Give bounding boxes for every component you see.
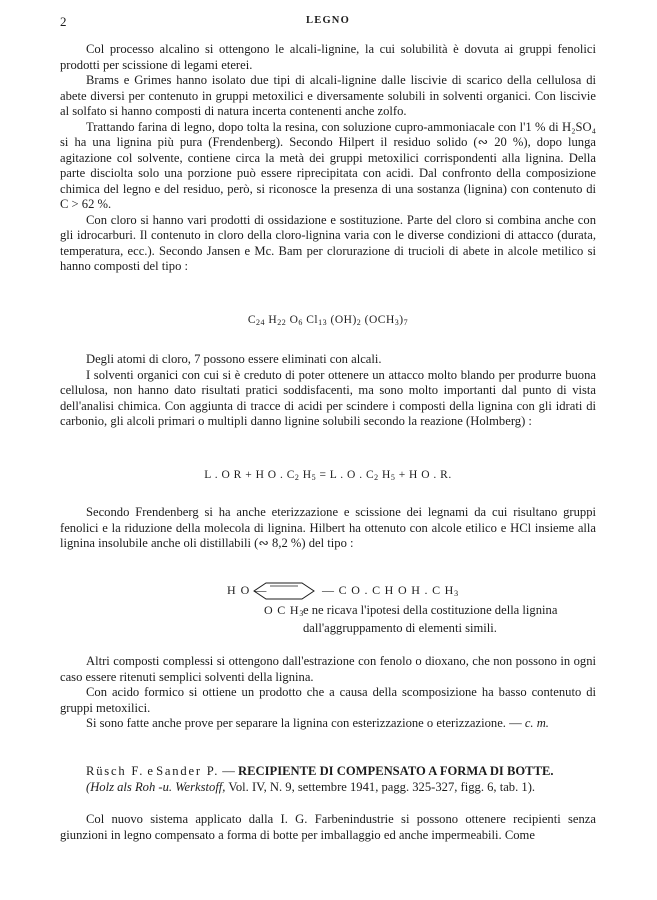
benzene-ring-icon — [248, 580, 320, 602]
text-block-bottom — [60, 654, 596, 732]
structure-side-chain: — C O . C H O H . C $H_3$ — [322, 583, 459, 598]
text-block-top — [60, 42, 596, 275]
citation-heading: Rüsch F. e Sander P. — RECIPIENTE DI COMPENSATO A FORMA DI BOTTE. — [86, 764, 554, 778]
text-block-frendenberg — [60, 505, 596, 552]
citation-author-2: Sander P. — [156, 764, 220, 778]
paragraph-esterizzazione: Si sono fatte anche prove per separare la lignina con esterizzazione o eterizzazione. — c. m. — [86, 716, 549, 730]
structure-note-line-1: e ne ricava l'ipotesi della costituzione della lignina — [303, 603, 558, 617]
text-block-article — [60, 812, 596, 843]
paragraph-altri-composti: Altri composti complessi si ottengono dall'estrazione con fenolo o dioxano, che non possono in ogni caso essere ritenuti semplici solventi della lignina. — [60, 654, 596, 684]
paragraph-solventi-organici: I solventi organici con cui si è creduto di poter ottenere un attacco molto blando per produrre buona cellulosa, non hanno dato risultati pratici soddisfacenti, ma sono molto importanti dal punto di vista dell'analisi chimica. Con aggiunta di tracce di acidi per scindere i composti della lignina con gli idrati di carbonio, gli alcoli primari o multipli danno lignine solubili secondo la reazione (Holmberg) : — [60, 367, 596, 428]
structural-formula — [60, 583, 596, 643]
paragraph-cloro: Con cloro si hanno vari prodotti di ossidazione e sostituzione. Parte del cloro si combina anche con gli idrocarburi. Il contenuto in cloro della cloro-lignina varia con le diverse condizioni di attacco (durata, temperatura, ecc.). Secondo Jansen e Mc. Bam per clorurazione di trucioli di abete in alcole metilico si hanno composti del tipo : — [60, 212, 596, 273]
paragraph-article-body: Col nuovo sistema applicato dalla I. G. Farbenindustrie si possono ottenere recipienti senza giunzioni in legno compensato a forma di botte per imballaggio ed anche impermeabili. Come — [60, 812, 596, 842]
running-header — [60, 14, 596, 30]
page-number: 2 — [60, 14, 67, 29]
structure-methoxy-group: O C $H_3$ — [264, 603, 305, 618]
author-initials: c. m. — [524, 716, 549, 730]
structure-ho-group: H O — — [227, 583, 268, 597]
journal-name: (Holz als Roh -u. Werkstoff, — [86, 779, 226, 794]
paragraph-acido-formico: Con acido formico si ottiene un prodotto che a causa della scomposizione ha basso contenuto di gruppi metoxilici. — [60, 685, 596, 715]
paragraph-frendenberg: Secondo Frendenberg si ha anche eterizzazione e scissione dei legnami da cui risultano gruppi fenolici e la riduzione della molecola di lignina. Hilbert ha ottenuto con alcole etilico e HCl insieme alla lignina insolubile anche oli distillabili (∾ 8,2 %) del tipo : — [60, 505, 596, 550]
citation-source: (Holz als Roh -u. Werkstoff, Vol. IV, N. 9, settembre 1941, pagg. 325-327, figg. 6, tab. 1). — [86, 779, 536, 794]
paragraph-cupro-ammoniacale: Trattando farina di legno, dopo tolta la resina, con soluzione cupro-ammoniacale con l'1 % di H₂SO₄ si ha una lignina più pura (Frendenberg). Secondo Hilpert il residuo solido (∾ 20 %), dopo lunga agitazione col solvente, contiene circa la metà dei gruppi metoxilici corrispondenti alla lignina. Della parte disciolta solo una porzione può essere riprecipitata con acidi. Dal confronto della composizione chimica del legno e del residuo, però, si riconosce la presenza di una sostanza (lignina) con contenuto di C > 62 %. — [60, 119, 596, 211]
citation-block — [60, 764, 596, 795]
text-block-middle — [60, 352, 596, 430]
citation-author-1: Rüsch F. — [86, 764, 145, 778]
paragraph-alcali: Col processo alcalino si ottengono le alcali-lignine, la cui solubilità è dovuta ai gruppi fenolici prodotti per scissione di legami eterei. — [60, 42, 596, 72]
paragraph-brams-grimes: Brams e Grimes hanno isolato due tipi di alcali-lignine dalle liscivie di scarico della cellulosa di abete diversi per contenuto in gruppi metoxilici e diversamente solubili in solventi organici. Con liscivie al solfato si hanno composti di natura incerta contenenti anche zolfo. — [60, 73, 596, 118]
paragraph-atomi-cloro: Degli atomi di cloro, 7 possono essere eliminati con alcali. — [86, 352, 382, 366]
formula-cloro-lignina: $C_{24}$ $H_{22}$ $O_6$ $Cl_{13}$ $(OH)_2$ $(OCH_3)_7$ — [247, 314, 409, 327]
article-title: RECIPIENTE DI COMPENSATO A FORMA DI BOTTE. — [238, 764, 554, 778]
structure-note-line-2: dall'aggruppamento di elementi simili. — [303, 621, 497, 635]
header-title: LEGNO — [306, 15, 350, 26]
formula-holmberg: L . O R + H O . $C_2$ $H_5 = L$ . O . $C_2$ $H_5 + H$ O . R. — [204, 469, 452, 482]
